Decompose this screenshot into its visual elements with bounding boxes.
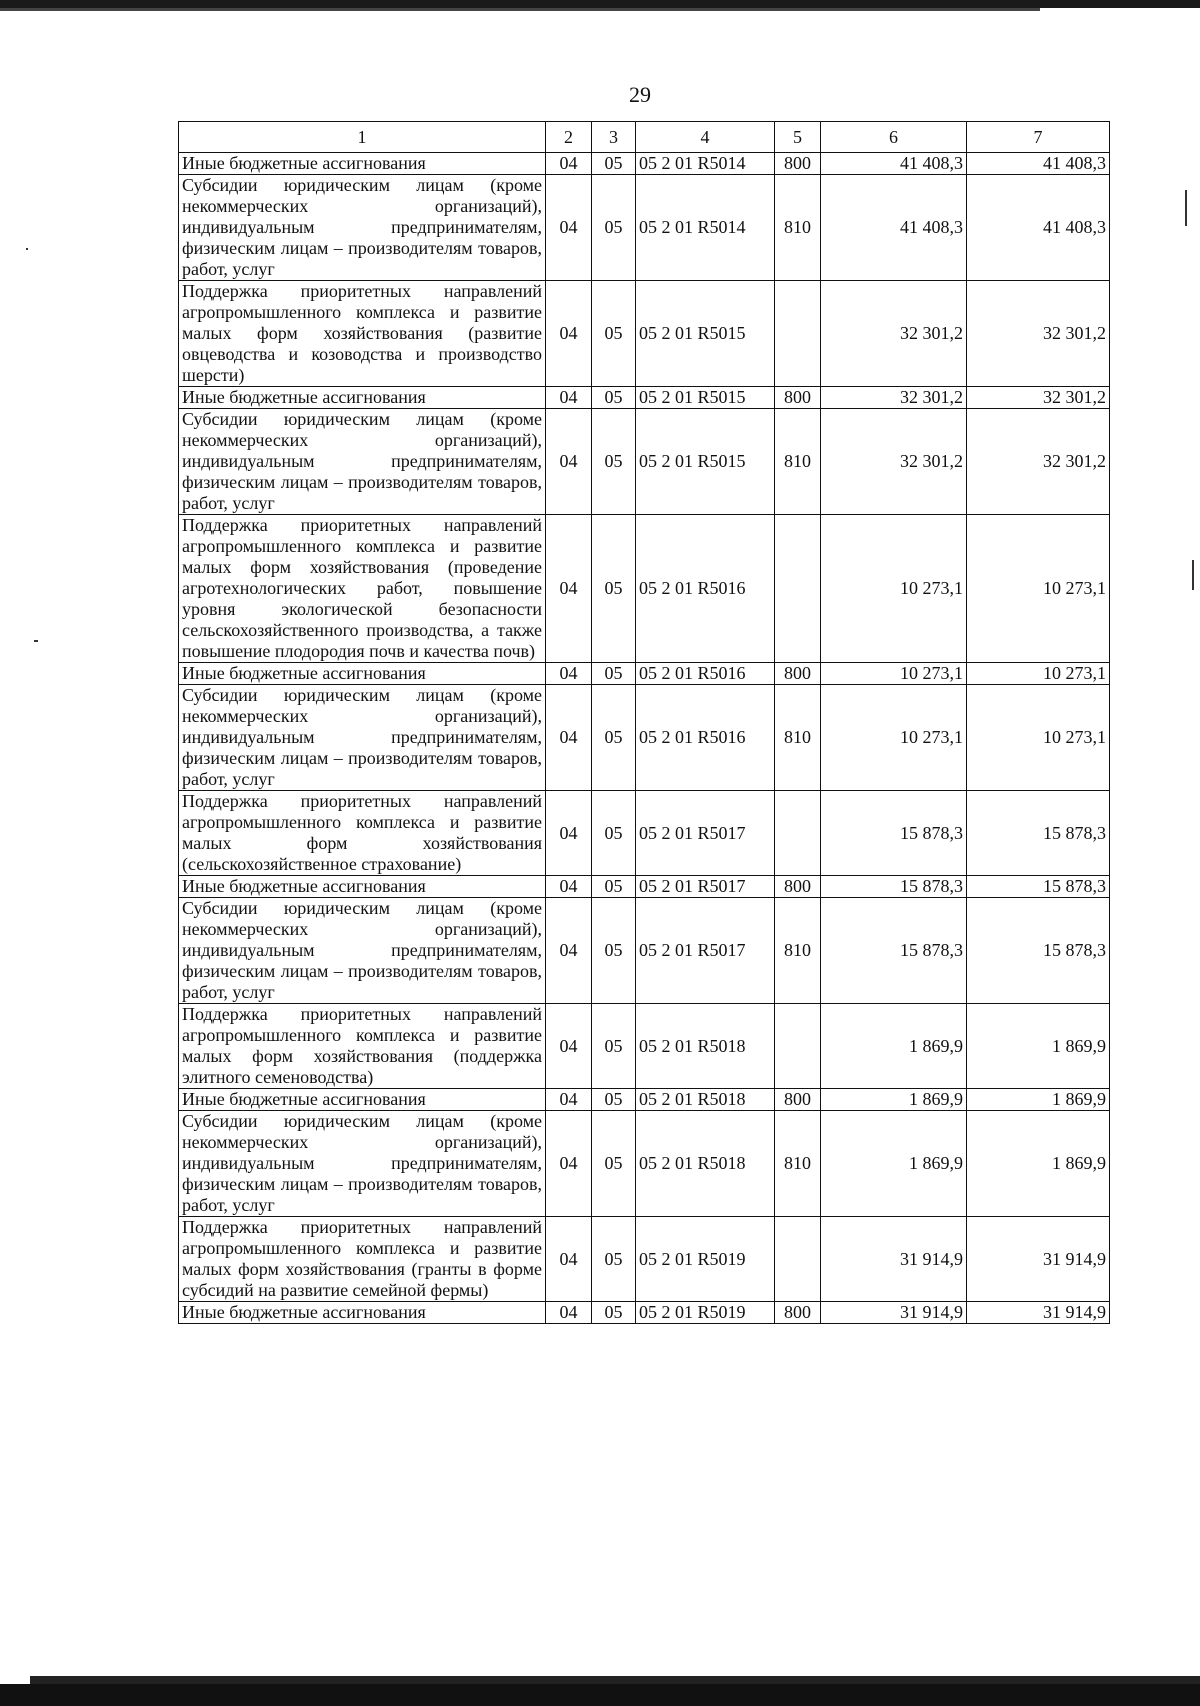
table-row: [179, 663, 1110, 685]
table-row: [179, 153, 1110, 175]
item-name-cell: Субсидии юридическим лицам (кроме некоммерческих организаций), индивидуальным предпринимателям, физическим лицам – производителям товаров, работ, услуг: [179, 1111, 546, 1217]
amount-cell: 15 878,3: [967, 791, 1110, 876]
table-row: [179, 876, 1110, 898]
section-code-cell: 04: [546, 1004, 592, 1089]
amount-cell: 10 273,1: [821, 515, 967, 663]
section-code-cell: 04: [546, 876, 592, 898]
item-name-cell: Иные бюджетные ассигнования: [179, 876, 546, 898]
scan-bottom-edge-thin: [30, 1676, 1200, 1684]
item-name-cell: Поддержка приоритетных направлений агропромышленного комплекса и развитие малых форм хозяйствования (сельскохозяйственное страхование): [179, 791, 546, 876]
expense-type-cell: 800: [775, 387, 821, 409]
expense-type-cell: 810: [775, 1111, 821, 1217]
amount-cell: 41 408,3: [821, 153, 967, 175]
amount-cell: 15 878,3: [821, 898, 967, 1004]
column-header: 2: [546, 122, 592, 153]
subsection-code-cell: 05: [592, 1302, 636, 1324]
section-code-cell: 04: [546, 1302, 592, 1324]
amount-cell: 32 301,2: [821, 281, 967, 387]
amount-cell: 32 301,2: [967, 281, 1110, 387]
item-name-cell: Поддержка приоритетных направлений агропромышленного комплекса и развитие малых форм хозяйствования (гранты в форме субсидий на развитие семейной фермы): [179, 1217, 546, 1302]
amount-cell: 1 869,9: [967, 1111, 1110, 1217]
column-header: 3: [592, 122, 636, 153]
table-row: [179, 898, 1110, 1004]
amount-cell: 10 273,1: [821, 685, 967, 791]
item-name-cell: Субсидии юридическим лицам (кроме некоммерческих организаций), индивидуальным предпринимателям, физическим лицам – производителям товаров, работ, услуг: [179, 409, 546, 515]
subsection-code-cell: 05: [592, 409, 636, 515]
amount-cell: 10 273,1: [967, 663, 1110, 685]
item-name-cell: Иные бюджетные ассигнования: [179, 387, 546, 409]
item-name-cell: Иные бюджетные ассигнования: [179, 1089, 546, 1111]
expense-type-cell: 810: [775, 409, 821, 515]
section-code-cell: 04: [546, 791, 592, 876]
item-name-cell: Поддержка приоритетных направлений агропромышленного комплекса и развитие малых форм хозяйствования (проведение агротехнологических работ, повышение уровня экологической безопасности сельскохозяйственного производства, а также повышение плодородия почв и качества почв): [179, 515, 546, 663]
expense-type-cell: [775, 515, 821, 663]
amount-cell: 32 301,2: [967, 387, 1110, 409]
section-code-cell: 04: [546, 898, 592, 1004]
expense-type-cell: [775, 281, 821, 387]
amount-cell: 1 869,9: [967, 1089, 1110, 1111]
target-article-cell: 05 2 01 R5018: [636, 1111, 775, 1217]
subsection-code-cell: 05: [592, 1004, 636, 1089]
amount-cell: 32 301,2: [821, 409, 967, 515]
subsection-code-cell: 05: [592, 1111, 636, 1217]
amount-cell: 10 273,1: [821, 663, 967, 685]
table-row: [179, 387, 1110, 409]
target-article-cell: 05 2 01 R5019: [636, 1302, 775, 1324]
item-name-cell: Поддержка приоритетных направлений агропромышленного комплекса и развитие малых форм хозяйствования (поддержка элитного семеноводства): [179, 1004, 546, 1089]
subsection-code-cell: 05: [592, 898, 636, 1004]
subsection-code-cell: 05: [592, 1217, 636, 1302]
column-header: 1: [179, 122, 546, 153]
table-row: [179, 1302, 1110, 1324]
item-name-cell: Иные бюджетные ассигнования: [179, 663, 546, 685]
table-row: [179, 1089, 1110, 1111]
section-code-cell: 04: [546, 153, 592, 175]
amount-cell: 41 408,3: [821, 175, 967, 281]
target-article-cell: 05 2 01 R5014: [636, 153, 775, 175]
table-body: [179, 153, 1110, 1324]
target-article-cell: 05 2 01 R5018: [636, 1004, 775, 1089]
amount-cell: 1 869,9: [821, 1111, 967, 1217]
amount-cell: 31 914,9: [821, 1302, 967, 1324]
amount-cell: 32 301,2: [967, 409, 1110, 515]
page-number: 29: [629, 82, 651, 107]
expense-type-cell: 800: [775, 1302, 821, 1324]
section-code-cell: 04: [546, 685, 592, 791]
column-header: 6: [821, 122, 967, 153]
subsection-code-cell: 05: [592, 1089, 636, 1111]
amount-cell: 15 878,3: [967, 898, 1110, 1004]
section-code-cell: 04: [546, 409, 592, 515]
amount-cell: 1 869,9: [967, 1004, 1110, 1089]
table-row: [179, 281, 1110, 387]
target-article-cell: 05 2 01 R5015: [636, 387, 775, 409]
amount-cell: 31 914,9: [821, 1217, 967, 1302]
amount-cell: 15 878,3: [821, 876, 967, 898]
budget-table: [178, 121, 1110, 1324]
scan-speck: [1185, 190, 1187, 226]
target-article-cell: 05 2 01 R5015: [636, 409, 775, 515]
amount-cell: 41 408,3: [967, 175, 1110, 281]
table-row: [179, 1217, 1110, 1302]
amount-cell: 31 914,9: [967, 1217, 1110, 1302]
expense-type-cell: [775, 1004, 821, 1089]
target-article-cell: 05 2 01 R5017: [636, 898, 775, 1004]
target-article-cell: 05 2 01 R5018: [636, 1089, 775, 1111]
scan-top-edge: [0, 0, 1200, 8]
target-article-cell: 05 2 01 R5015: [636, 281, 775, 387]
item-name-cell: Субсидии юридическим лицам (кроме некоммерческих организаций), индивидуальным предпринимателям, физическим лицам – производителям товаров, работ, услуг: [179, 685, 546, 791]
item-name-cell: Иные бюджетные ассигнования: [179, 153, 546, 175]
section-code-cell: 04: [546, 387, 592, 409]
subsection-code-cell: 05: [592, 515, 636, 663]
table-header-row: [179, 122, 1110, 153]
section-code-cell: 04: [546, 1089, 592, 1111]
target-article-cell: 05 2 01 R5017: [636, 876, 775, 898]
table-row: [179, 791, 1110, 876]
target-article-cell: 05 2 01 R5017: [636, 791, 775, 876]
scan-speck: [26, 248, 28, 250]
table-row: [179, 175, 1110, 281]
amount-cell: 1 869,9: [821, 1089, 967, 1111]
expense-type-cell: 810: [775, 685, 821, 791]
table-row: [179, 515, 1110, 663]
subsection-code-cell: 05: [592, 663, 636, 685]
expense-type-cell: 800: [775, 153, 821, 175]
item-name-cell: Поддержка приоритетных направлений агропромышленного комплекса и развитие малых форм хозяйствования (развитие овцеводства и козоводства и производство шерсти): [179, 281, 546, 387]
item-name-cell: Субсидии юридическим лицам (кроме некоммерческих организаций), индивидуальным предпринимателям, физическим лицам – производителям товаров, работ, услуг: [179, 898, 546, 1004]
section-code-cell: 04: [546, 515, 592, 663]
subsection-code-cell: 05: [592, 175, 636, 281]
subsection-code-cell: 05: [592, 791, 636, 876]
subsection-code-cell: 05: [592, 387, 636, 409]
expense-type-cell: 800: [775, 663, 821, 685]
table-row: [179, 409, 1110, 515]
expense-type-cell: [775, 1217, 821, 1302]
target-article-cell: 05 2 01 R5016: [636, 663, 775, 685]
section-code-cell: 04: [546, 281, 592, 387]
expense-type-cell: 810: [775, 898, 821, 1004]
column-header: 7: [967, 122, 1110, 153]
section-code-cell: 04: [546, 1217, 592, 1302]
section-code-cell: 04: [546, 1111, 592, 1217]
target-article-cell: 05 2 01 R5016: [636, 685, 775, 791]
subsection-code-cell: 05: [592, 685, 636, 791]
column-header: 5: [775, 122, 821, 153]
target-article-cell: 05 2 01 R5019: [636, 1217, 775, 1302]
section-code-cell: 04: [546, 175, 592, 281]
table-row: [179, 1004, 1110, 1089]
scan-speck: [1192, 560, 1194, 590]
subsection-code-cell: 05: [592, 876, 636, 898]
expense-type-cell: 810: [775, 175, 821, 281]
scan-bottom-edge: [0, 1684, 1200, 1706]
amount-cell: 1 869,9: [821, 1004, 967, 1089]
table-row: [179, 1111, 1110, 1217]
section-code-cell: 04: [546, 663, 592, 685]
item-name-cell: Иные бюджетные ассигнования: [179, 1302, 546, 1324]
subsection-code-cell: 05: [592, 281, 636, 387]
item-name-cell: Субсидии юридическим лицам (кроме некоммерческих организаций), индивидуальным предпринимателям, физическим лицам – производителям товаров, работ, услуг: [179, 175, 546, 281]
expense-type-cell: 800: [775, 876, 821, 898]
amount-cell: 32 301,2: [821, 387, 967, 409]
amount-cell: 31 914,9: [967, 1302, 1110, 1324]
target-article-cell: 05 2 01 R5016: [636, 515, 775, 663]
expense-type-cell: [775, 791, 821, 876]
amount-cell: 41 408,3: [967, 153, 1110, 175]
expense-type-cell: 800: [775, 1089, 821, 1111]
table-row: [179, 685, 1110, 791]
target-article-cell: 05 2 01 R5014: [636, 175, 775, 281]
amount-cell: 10 273,1: [967, 515, 1110, 663]
amount-cell: 15 878,3: [821, 791, 967, 876]
amount-cell: 15 878,3: [967, 876, 1110, 898]
amount-cell: 10 273,1: [967, 685, 1110, 791]
scan-speck: [34, 640, 38, 642]
subsection-code-cell: 05: [592, 153, 636, 175]
column-header: 4: [636, 122, 775, 153]
